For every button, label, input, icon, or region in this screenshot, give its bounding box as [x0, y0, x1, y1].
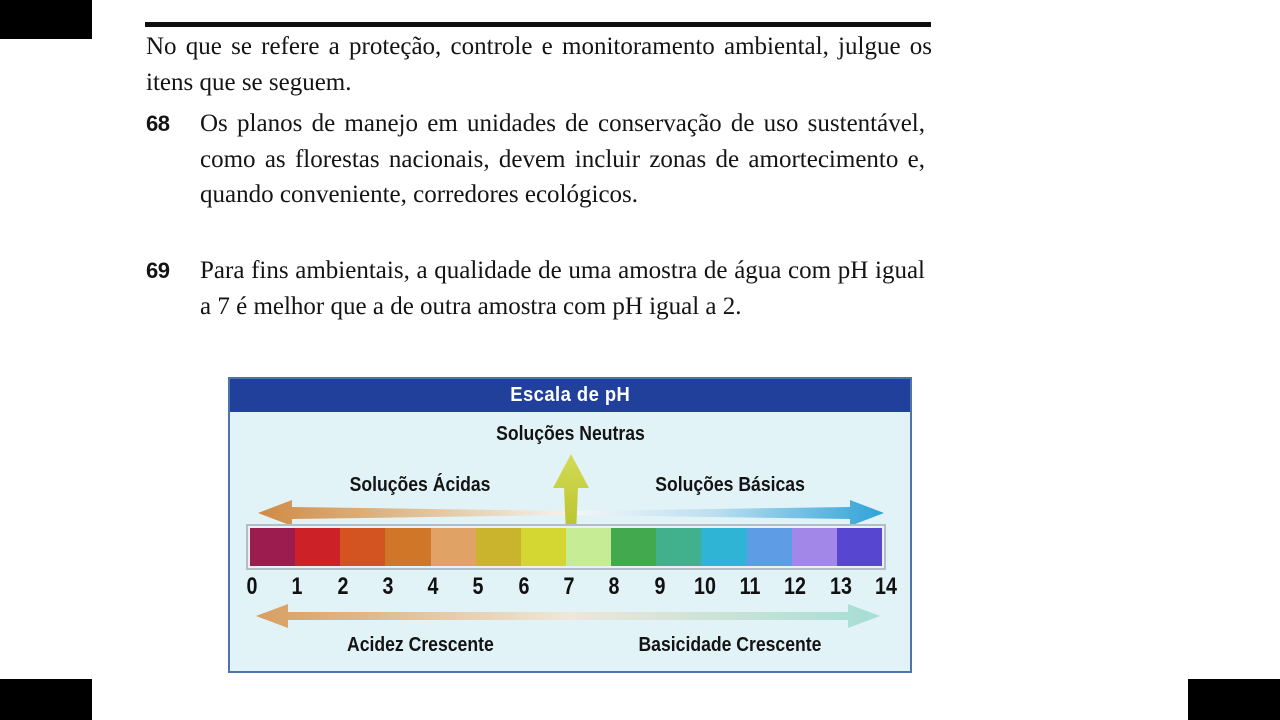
- ph-number: 9: [654, 573, 666, 600]
- ph-number: 7: [563, 573, 575, 600]
- ph-number: 10: [693, 573, 716, 600]
- ph-segment: [521, 528, 566, 566]
- question-text: Os planos de manejo em unidades de conservação de uso sustentável, como as florestas nacionais, devem incluir zonas de amortecimento e, quando conveniente, corredores ecológicos.: [200, 110, 925, 208]
- ph-segment: [656, 528, 701, 566]
- section-divider-rule: [145, 22, 931, 27]
- ph-number: 0: [246, 573, 258, 600]
- neutral-pointer-arrow-icon: [553, 454, 589, 534]
- ph-number: 5: [472, 573, 484, 600]
- acidity-basicity-double-arrow-icon: [256, 604, 880, 628]
- ph-segment: [476, 528, 521, 566]
- ph-segment: [837, 528, 882, 566]
- ph-number: 4: [427, 573, 439, 600]
- ph-number: 3: [382, 573, 394, 600]
- ph-segment: [747, 528, 792, 566]
- ph-number: 1: [291, 573, 303, 600]
- basic-direction-arrow-icon: [573, 500, 884, 526]
- ph-segment: [792, 528, 837, 566]
- figure-title: Escala de pH: [509, 384, 631, 406]
- figure-title-bar: [230, 379, 910, 412]
- label-neutral-solutions: Soluções Neutras: [495, 423, 645, 445]
- letterbox-top-left: [0, 0, 92, 39]
- ph-scale-figure: [228, 377, 912, 673]
- question-number: 68: [146, 111, 170, 136]
- letterbox-bottom-left: [0, 679, 92, 720]
- question-number: 69: [146, 258, 170, 283]
- ph-color-bar-frame: [246, 524, 886, 570]
- ph-number: 8: [608, 573, 620, 600]
- ph-segment: [340, 528, 385, 566]
- question-item-68: [146, 106, 925, 213]
- section-intro-text: No que se refere a proteção, controle e monitoramento ambiental, julgue os itens que se seguem.: [146, 33, 932, 96]
- label-acidic-solutions: Soluções Ácidas: [349, 474, 491, 496]
- label-increasing-basicity: Basicidade Crescente: [638, 634, 822, 656]
- label-basic-solutions: Soluções Básicas: [655, 474, 805, 496]
- ph-segment: [611, 528, 656, 566]
- label-increasing-acidity: Acidez Crescente: [346, 634, 494, 656]
- ph-segment: [385, 528, 430, 566]
- ph-segment: [250, 528, 295, 566]
- ph-number: 2: [337, 573, 349, 600]
- question-item-69: [146, 253, 925, 324]
- ph-number: 13: [829, 573, 852, 600]
- figure-body: [230, 412, 910, 671]
- ph-number: 6: [518, 573, 530, 600]
- ph-segment: [566, 528, 611, 566]
- ph-color-bar: [250, 528, 882, 566]
- question-text: Para fins ambientais, a qualidade de uma amostra de água com pH igual a 7 é melhor que a de outra amostra com pH igual a 2.: [200, 257, 925, 320]
- ph-number: 12: [784, 573, 807, 600]
- ph-segment: [295, 528, 340, 566]
- ph-scale-numbers: [237, 573, 901, 601]
- ph-segment: [431, 528, 476, 566]
- letterbox-bottom-right: [1188, 679, 1280, 720]
- acid-direction-arrow-icon: [258, 500, 571, 526]
- ph-number: 11: [739, 573, 761, 600]
- ph-segment: [701, 528, 746, 566]
- ph-number: 14: [874, 573, 897, 600]
